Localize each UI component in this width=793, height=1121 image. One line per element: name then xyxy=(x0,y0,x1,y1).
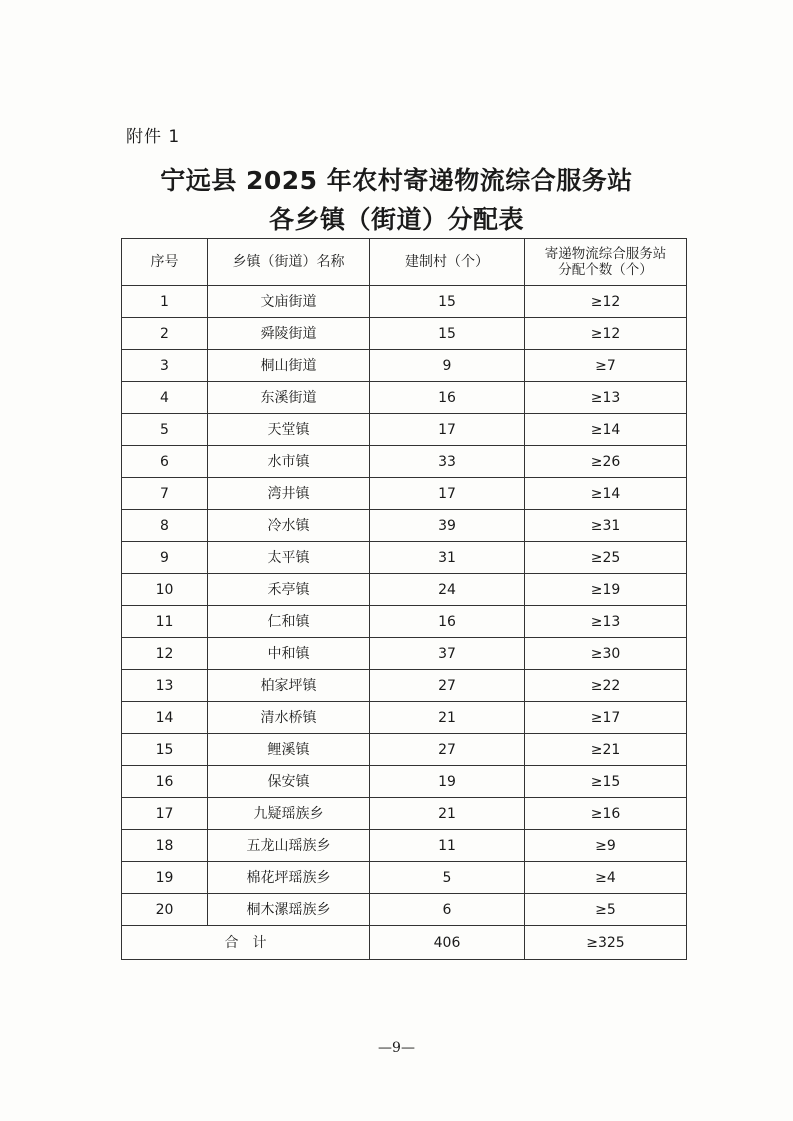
row-no: 19 xyxy=(122,862,208,894)
table-row xyxy=(122,414,687,446)
row-no: 5 xyxy=(122,414,208,446)
table-row xyxy=(122,478,687,510)
header-name: 乡镇（街道）名称 xyxy=(208,239,370,286)
row-name: 水市镇 xyxy=(208,446,370,478)
row-villages: 6 xyxy=(370,894,525,926)
row-villages: 37 xyxy=(370,638,525,670)
table-row xyxy=(122,734,687,766)
row-villages: 17 xyxy=(370,414,525,446)
row-stations: ≥4 xyxy=(525,862,687,894)
row-name: 文庙街道 xyxy=(208,286,370,318)
allocation-table xyxy=(121,238,687,960)
row-stations: ≥12 xyxy=(525,286,687,318)
total-row xyxy=(122,926,687,960)
row-name: 九疑瑶族乡 xyxy=(208,798,370,830)
row-no: 13 xyxy=(122,670,208,702)
row-no: 14 xyxy=(122,702,208,734)
row-villages: 9 xyxy=(370,350,525,382)
table-row xyxy=(122,574,687,606)
row-name: 冷水镇 xyxy=(208,510,370,542)
row-no: 2 xyxy=(122,318,208,350)
table-row xyxy=(122,446,687,478)
table-row xyxy=(122,318,687,350)
row-stations: ≥7 xyxy=(525,350,687,382)
row-stations: ≥5 xyxy=(525,894,687,926)
header-stations-line1: 寄递物流综合服务站 xyxy=(544,246,667,262)
row-stations: ≥15 xyxy=(525,766,687,798)
row-stations: ≥13 xyxy=(525,382,687,414)
row-name: 桐木漯瑶族乡 xyxy=(208,894,370,926)
table-row xyxy=(122,798,687,830)
row-no: 15 xyxy=(122,734,208,766)
row-stations: ≥21 xyxy=(525,734,687,766)
total-stations: ≥325 xyxy=(525,926,687,960)
row-no: 10 xyxy=(122,574,208,606)
total-label: 合 计 xyxy=(122,926,370,960)
row-no: 8 xyxy=(122,510,208,542)
row-stations: ≥19 xyxy=(525,574,687,606)
row-stations: ≥26 xyxy=(525,446,687,478)
row-stations: ≥14 xyxy=(525,414,687,446)
row-stations: ≥14 xyxy=(525,478,687,510)
table-row xyxy=(122,286,687,318)
page-title: 宁远县 2025 年农村寄递物流综合服务站 xyxy=(160,166,633,195)
row-name: 湾井镇 xyxy=(208,478,370,510)
row-stations: ≥31 xyxy=(525,510,687,542)
row-villages: 16 xyxy=(370,606,525,638)
row-stations: ≥12 xyxy=(525,318,687,350)
row-stations: ≥22 xyxy=(525,670,687,702)
row-no: 12 xyxy=(122,638,208,670)
row-villages: 19 xyxy=(370,766,525,798)
row-name: 中和镇 xyxy=(208,638,370,670)
row-name: 五龙山瑶族乡 xyxy=(208,830,370,862)
table-row xyxy=(122,894,687,926)
row-name: 柏家坪镇 xyxy=(208,670,370,702)
table-row xyxy=(122,350,687,382)
table-row xyxy=(122,382,687,414)
row-name: 禾亭镇 xyxy=(208,574,370,606)
row-stations: ≥13 xyxy=(525,606,687,638)
row-villages: 16 xyxy=(370,382,525,414)
row-villages: 15 xyxy=(370,286,525,318)
row-villages: 24 xyxy=(370,574,525,606)
row-name: 桐山街道 xyxy=(208,350,370,382)
row-villages: 27 xyxy=(370,734,525,766)
row-name: 棉花坪瑶族乡 xyxy=(208,862,370,894)
row-villages: 21 xyxy=(370,798,525,830)
row-villages: 27 xyxy=(370,670,525,702)
row-no: 6 xyxy=(122,446,208,478)
table-row xyxy=(122,766,687,798)
row-villages: 5 xyxy=(370,862,525,894)
row-name: 太平镇 xyxy=(208,542,370,574)
row-no: 18 xyxy=(122,830,208,862)
table-row xyxy=(122,702,687,734)
row-name: 鲤溪镇 xyxy=(208,734,370,766)
row-stations: ≥25 xyxy=(525,542,687,574)
row-stations: ≥9 xyxy=(525,830,687,862)
row-no: 11 xyxy=(122,606,208,638)
row-name: 东溪街道 xyxy=(208,382,370,414)
row-villages: 15 xyxy=(370,318,525,350)
row-name: 保安镇 xyxy=(208,766,370,798)
row-no: 3 xyxy=(122,350,208,382)
table-row xyxy=(122,510,687,542)
table-row xyxy=(122,542,687,574)
row-villages: 33 xyxy=(370,446,525,478)
header-stations-line2: 分配个数（个） xyxy=(558,262,653,278)
row-stations: ≥30 xyxy=(525,638,687,670)
row-no: 4 xyxy=(122,382,208,414)
row-villages: 39 xyxy=(370,510,525,542)
row-villages: 21 xyxy=(370,702,525,734)
table-row xyxy=(122,606,687,638)
table-row xyxy=(122,830,687,862)
row-name: 舜陵街道 xyxy=(208,318,370,350)
attachment-label: 附件 1 xyxy=(126,127,181,147)
row-no: 9 xyxy=(122,542,208,574)
row-no: 17 xyxy=(122,798,208,830)
header-no: 序号 xyxy=(122,239,208,286)
row-villages: 31 xyxy=(370,542,525,574)
table-row xyxy=(122,862,687,894)
page-subtitle: 各乡镇（街道）分配表 xyxy=(268,205,524,234)
page-number: —9— xyxy=(378,1040,415,1056)
row-stations: ≥17 xyxy=(525,702,687,734)
row-name: 清水桥镇 xyxy=(208,702,370,734)
row-no: 20 xyxy=(122,894,208,926)
header-villages: 建制村（个） xyxy=(370,239,525,286)
row-name: 天堂镇 xyxy=(208,414,370,446)
table-row xyxy=(122,638,687,670)
row-villages: 11 xyxy=(370,830,525,862)
total-villages: 406 xyxy=(370,926,525,960)
row-villages: 17 xyxy=(370,478,525,510)
row-stations: ≥16 xyxy=(525,798,687,830)
row-no: 16 xyxy=(122,766,208,798)
row-name: 仁和镇 xyxy=(208,606,370,638)
header-stations xyxy=(525,239,687,286)
row-no: 7 xyxy=(122,478,208,510)
row-no: 1 xyxy=(122,286,208,318)
table-row xyxy=(122,670,687,702)
table-header-row xyxy=(122,239,687,286)
